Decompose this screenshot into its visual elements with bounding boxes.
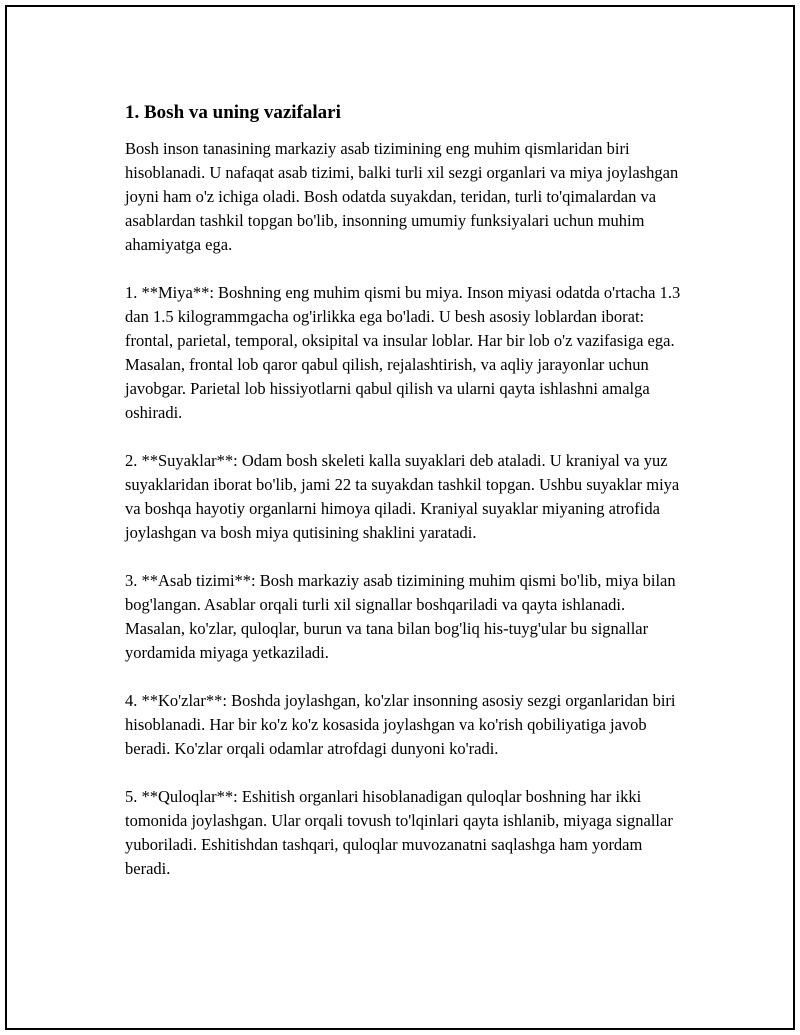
section-heading: 1. Bosh va uning vazifalari [125,102,341,123]
paragraph-miya: 1. **Miya**: Boshning eng muhim qismi bu miya. Inson miyasi odatda o'rtacha 1.3 dan 1.5 kilogrammgacha og'irlikka ega bo'ladi. U besh asosiy loblardan iborat: frontal, parietal, temporal, oksipital va insular loblar. Har bir lob o'z vazifasiga ega. Masalan, frontal lob qaror qabul qilish, rejalashtirish, va aqliy jarayonlar uchun javobgar. Parietal lob hissiyotlarni qabul qilish va ularni qayta ishlashni amalga oshiradi. [125,283,681,422]
page-frame [5,5,795,1030]
intro-paragraph: Bosh inson tanasining markaziy asab tizimining eng muhim qismlaridan biri hisoblanadi. U nafaqat asab tizimi, balki turli xil sezgi organlari va miya joylashgan joyni ham o'z ichiga oladi. Bosh odatda suyakdan, teridan, turli to'qimalardan va asablardan tashkil topgan bo'lib, insonning umumiy funksiyalari uchun muhim ahamiyatga ega. [125,139,679,254]
paragraph-kozlar: 4. **Ko'zlar**: Boshda joylashgan, ko'zlar insonning asosiy sezgi organlaridan biri hisoblanadi. Har bir ko'z ko'z kosasida joylashgan va ko'rish qobiliyatiga javob beradi. Ko'zlar orqali odamlar atrofdagi dunyoni ko'radi. [125,691,676,758]
paragraph-suyaklar: 2. **Suyaklar**: Odam bosh skeleti kalla suyaklari deb ataladi. U kraniyal va yuz suyaklaridan iborat bo'lib, jami 22 ta suyakdan tashkil topgan. Ushbu suyaklar miya va boshqa hayotiy organlarni himoya qiladi. Kraniyal suyaklar miyaning atrofida joylashgan va bosh miya qutisining shaklini yaratadi. [125,451,680,542]
paragraph-asab-tizimi: 3. **Asab tizimi**: Bosh markaziy asab tizimining muhim qismi bo'lib, miya bilan bog'langan. Asablar orqali turli xil signallar boshqariladi va qayta ishlanadi. Masalan, ko'zlar, quloqlar, burun va tana bilan bog'liq his-tuyg'ular bu signallar yordamida miyaga yetkaziladi. [125,571,676,662]
paragraph-quloqlar: 5. **Quloqlar**: Eshitish organlari hisoblanadigan quloqlar boshning har ikki tomonida joylashgan. Ular orqali tovush to'lqinlari qayta ishlanib, miyaga signallar yuboriladi. Eshitishdan tashqari, quloqlar muvozanatni saqlashga ham yordam beradi. [125,787,673,878]
document-body [125,101,685,881]
